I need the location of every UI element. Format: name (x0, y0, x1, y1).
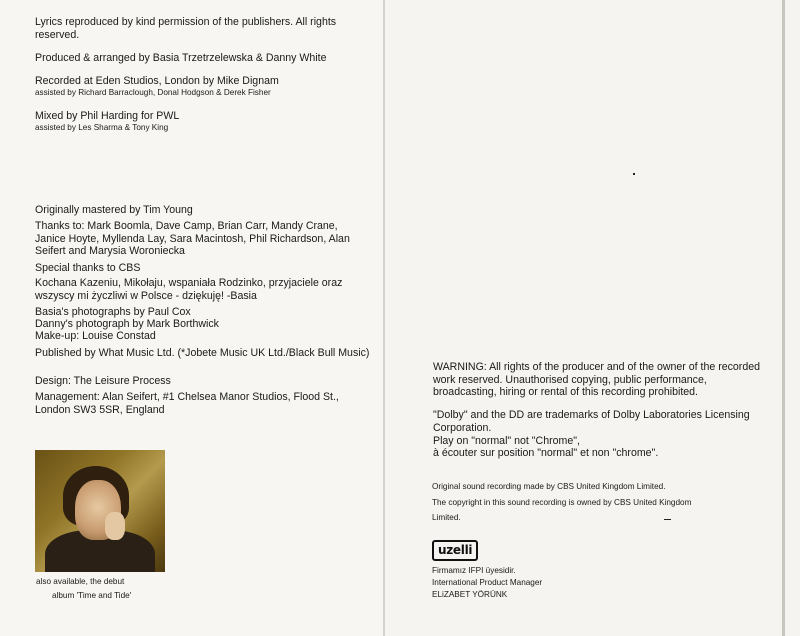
uzelli-logo: uzelli (432, 540, 478, 561)
management-credit: Management: Alan Seifert, #1 Chelsea Manor Studios, Flood St., London SW3 5SR, England (35, 391, 339, 416)
danny-photo-credit: Danny's photograph by Mark Borthwick (35, 318, 219, 330)
thanks-list: Thanks to: Mark Boomla, Dave Camp, Brian Carr, Mandy Crane, Janice Hoyte, Myllenda Lay, Sara Macintosh, Phil Richardson, Alan Seifert and Marysia Woroniecka (35, 220, 350, 257)
manager-name: ELiZABET YÖRÜNK (432, 590, 508, 599)
photo-hand (105, 512, 125, 540)
copyright-warning: WARNING: All rights of the producer and of the owner of the recorded work reserved. Unauthorised copying, public performance, broadcasting, hiring or rental of this recording prohibited. (433, 361, 760, 398)
original-recording: Original sound recording made by CBS United Kingdom Limited. (432, 482, 666, 491)
produced-credit: Produced & arranged by Basia Trzetrzelewska & Danny White (35, 52, 327, 64)
right-edge (782, 0, 785, 636)
special-thanks: Special thanks to CBS (35, 262, 141, 274)
ecouter-instruction: à écouter sur position "normal" et non "chrome". (433, 447, 659, 459)
dot-mark (633, 173, 635, 175)
recorded-credit: Recorded at Eden Studios, London by Mike Dignam (35, 75, 279, 87)
mixed-credit: Mixed by Phil Harding for PWL (35, 110, 180, 122)
manager-title: International Product Manager (432, 578, 543, 587)
dolby-trademark: "Dolby" and the DD are trademarks of Dolby Laboratories Licensing Corporation. (433, 409, 750, 434)
basia-photo-credit: Basia's photographs by Paul Cox (35, 306, 191, 318)
dash-mark (664, 519, 671, 520)
album-caption-line1: also available, the debut (36, 577, 125, 586)
publisher-credit: Published by What Music Ltd. (*Jobete Music UK Ltd./Black Bull Music) (35, 347, 370, 359)
makeup-credit: Make-up: Louise Constad (35, 330, 156, 342)
fold-line (383, 0, 385, 636)
lyrics-note: Lyrics reproduced by kind permission of the publishers. All rights reserved. (35, 16, 337, 41)
recorded-assist: assisted by Richard Barraclough, Donal Hodgson & Derek Fisher (35, 88, 271, 97)
play-instruction: Play on "normal" not "Chrome", (433, 435, 580, 447)
design-credit: Design: The Leisure Process (35, 375, 171, 387)
mixed-assist: assisted by Les Sharma & Tony King (35, 123, 169, 132)
album-caption-line2: album 'Time and Tide' (52, 591, 132, 600)
polish-dedication: Kochana Kazeniu, Mikołaju, wspaniała Rodzinko, przyjaciele oraz wszyscy mi życzliwi w Polsce - dziękuję! -Basia (35, 277, 343, 302)
sound-copyright: The copyright in this sound recording is owned by CBS United Kingdom Limited. (432, 498, 692, 522)
album-cover-photo (35, 450, 165, 572)
ifpi-membership: Firmamız IFPI üyesidir. (432, 566, 516, 575)
mastered-credit: Originally mastered by Tim Young (35, 204, 193, 216)
